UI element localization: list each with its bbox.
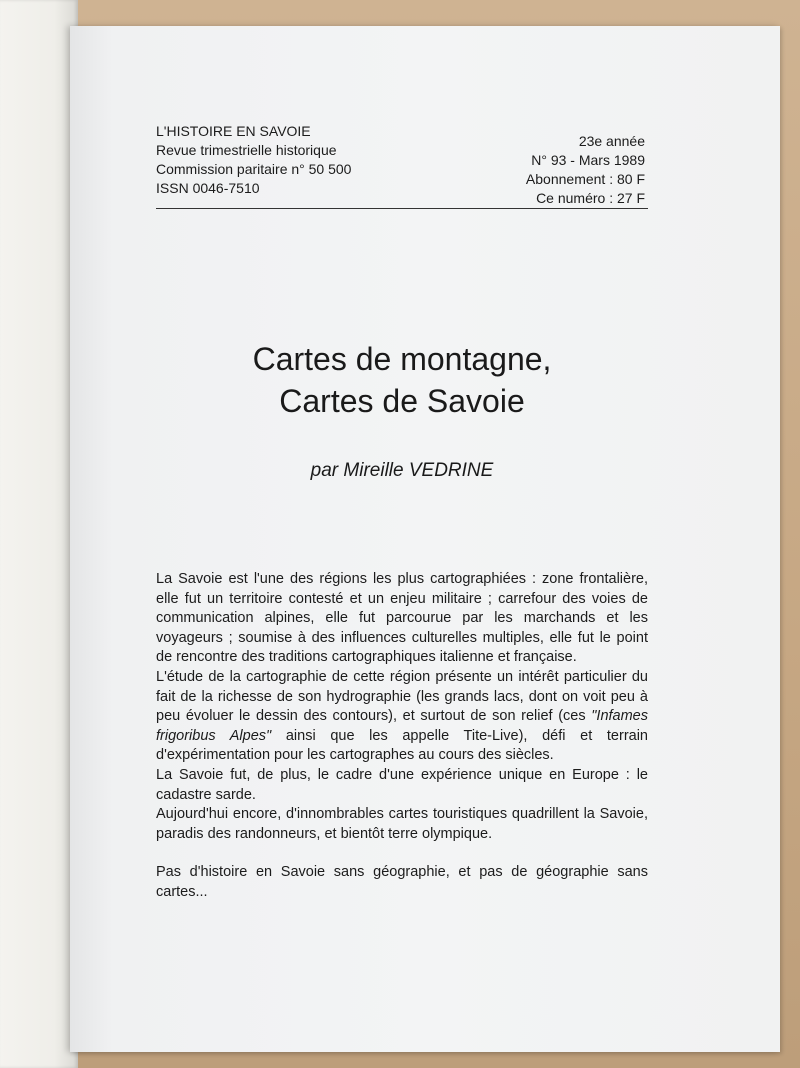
journal-info xyxy=(156,122,351,198)
facing-page-edge xyxy=(0,0,78,1068)
paragraph-3: La Savoie fut, de plus, le cadre d'une expérience unique en Europe : le cadastre sarde. xyxy=(156,766,648,803)
issue-price: Ce numéro : 27 F xyxy=(536,190,645,206)
paragraph-5: Pas d'histoire en Savoie sans géographie, et pas de géographie sans cartes... xyxy=(156,864,648,900)
latin-quote: "Infames frigoribus Alpes" xyxy=(156,708,648,744)
issue-year: 23e année xyxy=(578,133,645,149)
subscription-price: Abonnement : 80 F xyxy=(525,171,645,187)
paragraph-4: Aujourd'hui encore, d'innombrables cartes touristiques quadrillent la Savoie, paradis des randonneurs, et bientôt terre olympique. xyxy=(156,806,648,842)
article-title-line-1: Cartes de montagne, xyxy=(252,341,552,377)
issue-number-date: N° 93 - Mars 1989 xyxy=(531,152,645,168)
paragraph-2-start: L'étude de la cartographie de cette région présente un intérêt particulier du fait de la richesse de son hydrographie (les grands lacs, dont on voit peu à peu évoluer le dessin des contours), et surtout de son relief (ces xyxy=(156,668,648,725)
author-byline: par Mireille VEDRINE xyxy=(310,460,494,481)
journal-subtitle: Revue trimestrielle historique xyxy=(156,142,337,158)
header-divider xyxy=(156,208,648,209)
journal-name: L'HISTOIRE EN SAVOIE xyxy=(156,123,311,139)
issn: ISSN 0046-7510 xyxy=(156,180,260,196)
issue-info xyxy=(526,132,645,208)
article-body xyxy=(156,570,648,903)
paragraph-2 xyxy=(156,668,648,766)
article-title-line-2: Cartes de Savoie xyxy=(279,383,525,419)
paragraph-2-end: ainsi que les appelle Tite-Live), défi et terrain d'expérimentation pour les cartographes au cours des siècles. xyxy=(156,727,648,764)
commission-number: Commission paritaire n° 50 500 xyxy=(156,161,352,177)
paragraph-1: La Savoie est l'une des régions les plus cartographiées : zone frontalière, elle fut un territoire contesté et un enjeu militaire ; carrefour des voies de communication alpines, elle fut parcourue par les marchands et les voyageurs ; soumise à des influences culturelles multiples, elle fut le point de rencontre des traditions cartographiques italienne et française. xyxy=(156,571,648,666)
article-title xyxy=(160,338,644,422)
